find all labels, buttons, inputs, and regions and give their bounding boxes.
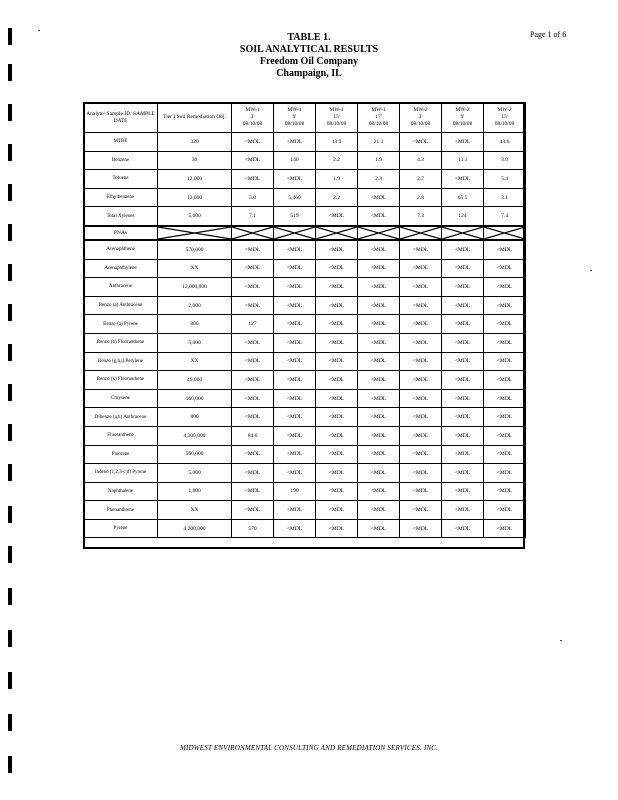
value-cell: <MDL [400, 408, 442, 427]
tier-cell: 30 [158, 151, 232, 170]
header-sample-id: MW-1 [245, 107, 260, 113]
binder-hole [8, 464, 12, 481]
value-cell: <MDL [400, 445, 442, 464]
binder-hole [8, 344, 12, 361]
table-row [84, 333, 526, 352]
scan-speck [560, 640, 562, 641]
value-cell: <MDL [232, 259, 274, 278]
pnas-label: PNAs [84, 226, 158, 240]
binder-hole [8, 184, 12, 201]
table-row [84, 170, 526, 189]
header-sample-date: 08/10/08 [410, 121, 431, 127]
value-cell: <MDL [358, 259, 400, 278]
analyte-cell: Fluorene [84, 445, 158, 464]
value-cell: <MDL [358, 240, 400, 259]
value-cell: <MDL [358, 207, 400, 226]
value-cell: <MDL [442, 501, 484, 520]
value-cell: 65.5 [442, 188, 484, 207]
value-cell: <MDL [400, 240, 442, 259]
cross-mark-icon [484, 227, 525, 239]
value-cell: <MDL [232, 501, 274, 520]
value-cell: <MDL [400, 259, 442, 278]
header-sample-date: 08/10/08 [494, 121, 515, 127]
table-row [84, 352, 526, 371]
value-cell: <MDL [358, 296, 400, 315]
value-cell: <MDL [316, 426, 358, 445]
binder-hole [8, 714, 12, 731]
binder-hole [8, 588, 12, 605]
value-cell: 4.3 [400, 151, 442, 170]
value-cell: <MDL [484, 296, 526, 315]
value-cell: <MDL [400, 133, 442, 152]
company-name: Freedom Oil Company [259, 56, 359, 67]
value-cell: <MDL [316, 259, 358, 278]
table-row [84, 259, 526, 278]
value-cell: <MDL [274, 519, 316, 538]
table-row [84, 408, 526, 427]
value-cell: <MDL [274, 371, 316, 390]
value-cell: <MDL [274, 426, 316, 445]
crossed-cell [400, 226, 442, 240]
table-row [84, 371, 526, 390]
analyte-cell: Total Xylenes [84, 207, 158, 226]
value-cell: 21.1 [358, 133, 400, 152]
header-sample-depth: 15' [333, 114, 340, 120]
table-row [84, 207, 526, 226]
value-cell: 5.4 [484, 170, 526, 189]
value-cell: <MDL [232, 170, 274, 189]
tier-cell: 570,000 [158, 240, 232, 259]
table-title: TABLE 1. [287, 32, 331, 43]
value-cell: <MDL [232, 389, 274, 408]
value-cell: <MDL [316, 445, 358, 464]
value-cell: <MDL [358, 188, 400, 207]
header-sample-depth: 9' [460, 114, 465, 120]
analyte-cell: MTBE [84, 133, 158, 152]
value-cell: <MDL [400, 371, 442, 390]
value-cell: <MDL [484, 408, 526, 427]
value-cell: <MDL [400, 426, 442, 445]
value-cell: <MDL [358, 519, 400, 538]
value-cell: <MDL [400, 389, 442, 408]
value-cell: <MDL [442, 464, 484, 483]
analyte-cell: Anthracene [84, 278, 158, 297]
tier-cell: 320 [158, 133, 232, 152]
cross-mark-icon [358, 227, 399, 239]
value-cell: 2.7 [400, 170, 442, 189]
value-cell: <MDL [400, 278, 442, 297]
value-cell: <MDL [484, 240, 526, 259]
value-cell: <MDL [484, 352, 526, 371]
value-cell: <MDL [274, 501, 316, 520]
value-cell: <MDL [400, 519, 442, 538]
value-cell: <MDL [232, 352, 274, 371]
report-title: SOIL ANALYTICAL RESULTS [239, 44, 379, 55]
analyte-cell: Toluene [84, 170, 158, 189]
analyte-cell: Benzo (b) Fluoranthene [84, 333, 158, 352]
value-cell: <MDL [484, 278, 526, 297]
table-row [84, 133, 526, 152]
value-cell: 7.3 [400, 207, 442, 226]
tier-cell: 12,000,000 [158, 278, 232, 297]
table-row [84, 188, 526, 207]
value-cell: <MDL [442, 333, 484, 352]
value-cell: <MDL [274, 240, 316, 259]
value-cell: <MDL [274, 278, 316, 297]
value-cell: <MDL [442, 426, 484, 445]
tier-cell: 4,200,000 [158, 519, 232, 538]
value-cell: 2.8 [400, 188, 442, 207]
analyte-cell: Benzo (g,h,i) Perylene [84, 352, 158, 371]
binder-hole [8, 264, 12, 281]
value-cell: <MDL [400, 315, 442, 334]
value-cell: <MDL [442, 278, 484, 297]
value-cell: <MDL [316, 240, 358, 259]
header-sample [484, 103, 526, 133]
value-cell: <MDL [274, 259, 316, 278]
value-cell: <MDL [442, 133, 484, 152]
value-cell: <MDL [400, 333, 442, 352]
scan-speck [38, 30, 40, 31]
value-cell: 3.1 [484, 188, 526, 207]
tier-cell: 49,000 [158, 371, 232, 390]
value-cell: 5,460 [274, 188, 316, 207]
crossed-cell [232, 226, 274, 240]
tier-cell: 12,000 [158, 170, 232, 189]
table-row [84, 464, 526, 483]
soil-results-table [83, 102, 526, 538]
value-cell: <MDL [442, 352, 484, 371]
value-cell: <MDL [484, 445, 526, 464]
header-row [84, 103, 526, 133]
value-cell: <MDL [232, 333, 274, 352]
value-cell: <MDL [442, 389, 484, 408]
crossed-cell [274, 226, 316, 240]
tier-cell: XX [158, 259, 232, 278]
tier-cell: 2,000 [158, 296, 232, 315]
value-cell: <MDL [484, 482, 526, 501]
table-row [84, 315, 526, 334]
table-row [84, 519, 526, 538]
cross-mark-icon [232, 227, 273, 239]
analyte-cell: Benzo (k) Fluoranthene [84, 371, 158, 390]
value-cell: <MDL [400, 482, 442, 501]
header-sample-id: MW-1 [287, 107, 302, 113]
value-cell: <MDL [442, 259, 484, 278]
value-cell: <MDL [232, 408, 274, 427]
value-cell: <MDL [400, 464, 442, 483]
analyte-cell: Pyrene [84, 519, 158, 538]
location: Champaign, IL [276, 68, 342, 79]
analyte-cell: Chrysene [84, 389, 158, 408]
header-sample-depth: 17' [375, 114, 382, 120]
value-cell: <MDL [358, 464, 400, 483]
tier-cell: 5,000 [158, 464, 232, 483]
value-cell: 7.4 [484, 207, 526, 226]
value-cell: <MDL [316, 207, 358, 226]
value-cell: <MDL [484, 315, 526, 334]
cross-mark-icon [158, 227, 231, 239]
tier-cell: 5,000 [158, 333, 232, 352]
value-cell: <MDL [274, 315, 316, 334]
table-row [84, 278, 526, 297]
binder-hole [8, 104, 12, 121]
analyte-cell: Indeno (1,2,3-c,d) Pyrene [84, 464, 158, 483]
value-cell: <MDL [442, 408, 484, 427]
value-cell: <MDL [358, 501, 400, 520]
table-row [84, 445, 526, 464]
value-cell: 127 [232, 315, 274, 334]
header-sample-id: MW-1 [371, 107, 386, 113]
value-cell: <MDL [442, 296, 484, 315]
value-cell: <MDL [232, 278, 274, 297]
table-row [84, 389, 526, 408]
value-cell: <MDL [316, 296, 358, 315]
tier-cell: 4,300,000 [158, 426, 232, 445]
analyte-cell: Dibenzo (a,h) Anthracene [84, 408, 158, 427]
value-cell: <MDL [232, 133, 274, 152]
value-cell: <MDL [232, 482, 274, 501]
table-row [84, 240, 526, 259]
value-cell: <MDL [484, 371, 526, 390]
cross-mark-icon [316, 227, 357, 239]
value-cell: <MDL [316, 501, 358, 520]
analyte-cell: Benzene [84, 151, 158, 170]
value-cell: <MDL [232, 464, 274, 483]
value-cell: <MDL [274, 170, 316, 189]
value-cell: <MDL [232, 445, 274, 464]
table-row [84, 296, 526, 315]
header-sample [358, 103, 400, 133]
header-sample-depth: 3' [250, 114, 255, 120]
value-cell: <MDL [484, 333, 526, 352]
tier-cell: 5,600 [158, 207, 232, 226]
header-sample-date: 08/10/08 [452, 121, 473, 127]
analyte-cell: Phenanthrene [84, 501, 158, 520]
value-cell: <MDL [274, 352, 316, 371]
value-cell: <MDL [316, 371, 358, 390]
value-cell: <MDL [442, 315, 484, 334]
title-block [0, 32, 618, 80]
value-cell: <MDL [484, 501, 526, 520]
binder-hole [8, 672, 12, 689]
header-tier: Tier I Soil Remediation Obj. [158, 103, 232, 133]
cross-mark-icon [400, 227, 441, 239]
value-cell: 84.6 [232, 426, 274, 445]
value-cell: 7.1 [232, 207, 274, 226]
value-cell: <MDL [442, 445, 484, 464]
value-cell: 13.9 [316, 133, 358, 152]
cross-mark-icon [442, 227, 483, 239]
value-cell: <MDL [358, 315, 400, 334]
value-cell: <MDL [316, 333, 358, 352]
value-cell: <MDL [484, 259, 526, 278]
value-cell: <MDL [274, 445, 316, 464]
value-cell: 140 [274, 151, 316, 170]
tier-cell: 800 [158, 408, 232, 427]
binder-hole [8, 384, 12, 401]
value-cell: <MDL [316, 408, 358, 427]
value-cell: <MDL [358, 278, 400, 297]
value-cell: <MDL [274, 133, 316, 152]
tier-cell: 13,000 [158, 188, 232, 207]
value-cell: 43.6 [484, 133, 526, 152]
value-cell: 2.2 [316, 188, 358, 207]
value-cell: <MDL [358, 352, 400, 371]
analyte-cell: Ethylbenzene [84, 188, 158, 207]
binder-hole [8, 144, 12, 161]
tier-cell: XX [158, 352, 232, 371]
value-cell: <MDL [442, 240, 484, 259]
header-sample-id: MW-1 [329, 107, 344, 113]
header-sample-date: 08/10/08 [368, 121, 389, 127]
value-cell: 570 [232, 519, 274, 538]
analyte-cell: Naphthalene [84, 482, 158, 501]
value-cell: 13.1 [442, 151, 484, 170]
binder-hole [8, 304, 12, 321]
cross-mark-icon [274, 227, 315, 239]
value-cell: <MDL [358, 408, 400, 427]
value-cell: <MDL [400, 501, 442, 520]
header-sample-id: MW-2 [455, 107, 470, 113]
value-cell: <MDL [316, 464, 358, 483]
header-sample-id: MW-2 [497, 107, 512, 113]
header-sample [442, 103, 484, 133]
analyte-cell: Acenaphthene [84, 240, 158, 259]
value-cell: <MDL [358, 445, 400, 464]
value-cell: <MDL [274, 389, 316, 408]
header-sample-id: MW-2 [413, 107, 428, 113]
table-row [84, 501, 526, 520]
analyte-cell: Fluoranthene [84, 426, 158, 445]
binder-hole [8, 424, 12, 441]
table-row [84, 482, 526, 501]
header-sample-date: 08/10/08 [284, 121, 305, 127]
value-cell: 1.9 [316, 170, 358, 189]
header-sample-date: 08/10/08 [326, 121, 347, 127]
crossed-cell [484, 226, 526, 240]
value-cell: <MDL [232, 240, 274, 259]
analyte-cell: Benzo (a) Pyrene [84, 315, 158, 334]
value-cell: <MDL [484, 426, 526, 445]
value-cell: <MDL [358, 371, 400, 390]
value-cell: <MDL [232, 151, 274, 170]
header-sample-date: 08/10/08 [242, 121, 263, 127]
binder-hole [8, 506, 12, 523]
value-cell: 190 [274, 482, 316, 501]
page-number: Page 1 of 6 [530, 30, 567, 39]
value-cell: 2.3 [358, 170, 400, 189]
header-sample-depth: 9' [292, 114, 297, 120]
scan-speck [590, 270, 592, 271]
value-cell: <MDL [274, 296, 316, 315]
table-row [84, 151, 526, 170]
value-cell: <MDL [442, 371, 484, 390]
value-cell: 2.2 [316, 151, 358, 170]
binder-hole [8, 546, 12, 563]
value-cell: <MDL [316, 482, 358, 501]
value-cell: <MDL [358, 389, 400, 408]
header-sample [274, 103, 316, 133]
value-cell: <MDL [358, 482, 400, 501]
header-sample [316, 103, 358, 133]
value-cell: <MDL [316, 352, 358, 371]
value-cell: <MDL [316, 278, 358, 297]
tier-cell: 800 [158, 315, 232, 334]
header-sample [400, 103, 442, 133]
value-cell: 519 [274, 207, 316, 226]
tier-cell: 1,800 [158, 482, 232, 501]
value-cell: <MDL [400, 296, 442, 315]
value-cell: <MDL [316, 315, 358, 334]
value-cell: <MDL [442, 170, 484, 189]
pnas-row [84, 226, 526, 240]
value-cell: <MDL [232, 371, 274, 390]
binder-hole [8, 756, 12, 773]
header-sample-depth: 15' [501, 114, 508, 120]
value-cell: <MDL [484, 464, 526, 483]
crossed-cell [442, 226, 484, 240]
value-cell: <MDL [274, 333, 316, 352]
value-cell: <MDL [484, 519, 526, 538]
footer: MIDWEST ENVIRONMENTAL CONSULTING AND REMEDIATION SERVICES, INC. [179, 744, 439, 752]
tier-cell: XX [158, 501, 232, 520]
crossed-cell [316, 226, 358, 240]
tier-cell: 160,000 [158, 389, 232, 408]
value-cell: 5.0 [232, 188, 274, 207]
value-cell: <MDL [232, 296, 274, 315]
value-cell: <MDL [316, 389, 358, 408]
binder-hole [8, 630, 12, 647]
binder-hole [8, 224, 12, 241]
value-cell: 1.9 [358, 151, 400, 170]
value-cell: 124 [442, 207, 484, 226]
crossed-cell [358, 226, 400, 240]
value-cell: <MDL [442, 482, 484, 501]
value-cell: <MDL [274, 464, 316, 483]
header-sample-depth: 3' [418, 114, 423, 120]
value-cell: <MDL [274, 408, 316, 427]
value-cell: <MDL [358, 426, 400, 445]
tier-cell: 560,000 [158, 445, 232, 464]
value-cell: <MDL [442, 519, 484, 538]
value-cell: <MDL [484, 389, 526, 408]
analyte-cell: Acenaphthylene [84, 259, 158, 278]
value-cell: <MDL [316, 519, 358, 538]
value-cell: 3.0 [484, 151, 526, 170]
value-cell: <MDL [400, 352, 442, 371]
header-analyte: Analyte/ Sample ID/ SAMPLE DATE [84, 103, 158, 133]
crossed-cell [158, 226, 232, 240]
analyte-cell: Benzo (a) Anthracene [84, 296, 158, 315]
value-cell: <MDL [358, 333, 400, 352]
header-sample [232, 103, 274, 133]
table-row [84, 426, 526, 445]
